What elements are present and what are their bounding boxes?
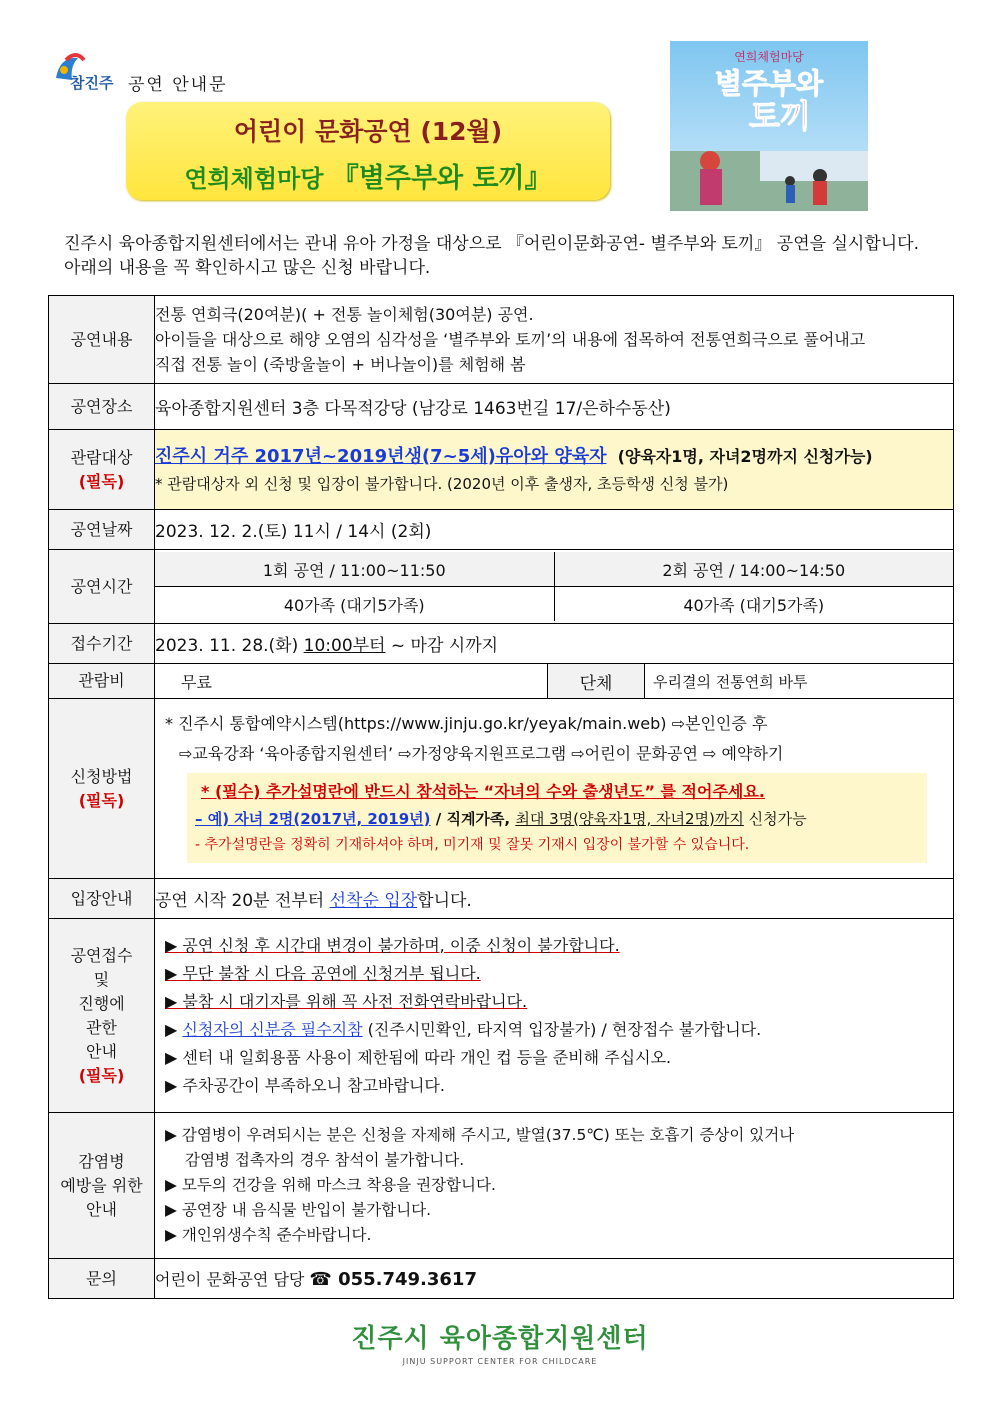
center-logo bbox=[340, 1318, 660, 1368]
contact-value bbox=[155, 1259, 954, 1299]
content-line3: 직접 전통 놀이 (죽방울놀이 + 버나놀이)를 체험해 봄 bbox=[155, 355, 526, 374]
label-content: 공연내용 bbox=[49, 296, 155, 384]
apply-notice1: * (필수) 추가설명란에 반드시 참석하는 “자녀의 수와 출생년도” 를 적어주세요. bbox=[201, 781, 765, 801]
time-table bbox=[155, 552, 953, 621]
session2-label: 2회 공연 / 14:00~14:50 bbox=[554, 552, 953, 587]
fee-value: 무료 bbox=[181, 672, 212, 692]
infect-item-3: ▶ 공연장 내 음식물 반입이 불가합니다. bbox=[165, 1201, 432, 1219]
label-contact: 문의 bbox=[49, 1259, 155, 1299]
label-guide-2: 및 bbox=[93, 969, 110, 989]
label-group: 단체 bbox=[548, 664, 645, 698]
contact-text: 어린이 문화공연 담당 bbox=[155, 1270, 310, 1289]
page-subtitle bbox=[126, 156, 610, 195]
label-guide bbox=[49, 919, 155, 1113]
guide-item-1: ▶ 공연 신청 후 시간대 변경이 불가하며, 이중 신청이 불가합니다. bbox=[165, 935, 620, 955]
entry-highlight: 선착순 입장 bbox=[329, 891, 418, 911]
apply-cell bbox=[155, 699, 954, 879]
audience-main: 진주시 거주 2017년~2019년생(7~5세)유아와 양육자 bbox=[155, 445, 607, 467]
label-infect-3: 안내 bbox=[86, 1199, 117, 1219]
infect-item-1: ▶ 감염병이 우려되시는 분은 신청을 자제해 주시고, 발열(37.5℃) 또는 호흡기 증상이 있거나 bbox=[165, 1126, 795, 1144]
fee-cell bbox=[155, 664, 954, 699]
audience-note: * 관람대상자 외 신청 및 입장이 불가합니다. (2020년 이후 출생자, 초등학생 신청 불가) bbox=[155, 474, 729, 493]
label-date: 공연날짜 bbox=[49, 510, 155, 550]
apply-max: 최대 3명(양육자1명, 자녀2명)까지 bbox=[515, 809, 744, 828]
apply-warning: - 추가설명란을 정확히 기재하셔야 하며, 미기재 및 잘못 기재시 입장이 불가할 수 있습니다. bbox=[195, 836, 750, 853]
guide-item-2: ▶ 무단 불참 시 다음 공연에 신청거부 됩니다. bbox=[165, 963, 481, 983]
venue-value: 육아종합지원센터 3층 다목적강당 (남강로 1463번길 17/은하수동산) bbox=[155, 384, 954, 430]
audience-cell bbox=[155, 430, 954, 510]
session1-capacity: 40가족 (대기5가족) bbox=[155, 587, 554, 622]
guide-item-5: ▶ 센터 내 일회용품 사용이 제한됨에 따라 개인 컵 등을 준비해 주십시오. bbox=[165, 1047, 672, 1067]
label-apply bbox=[49, 699, 155, 879]
label-apply-text: 신청방법 bbox=[70, 766, 133, 786]
label-time: 공연시간 bbox=[49, 550, 155, 624]
entry-value bbox=[155, 879, 954, 919]
guide-item-6: ▶ 주차공간이 부족하오니 참고바랍니다. bbox=[165, 1075, 445, 1095]
session2-capacity: 40가족 (대기5가족) bbox=[554, 587, 953, 622]
session1-label: 1회 공연 / 11:00~11:50 bbox=[155, 552, 554, 587]
apply-example: – 예) 자녀 2명(2017년, 2019년) bbox=[195, 809, 431, 828]
subtitle-prefix: 연희체험마당 bbox=[184, 165, 332, 193]
label-reception: 접수기간 bbox=[49, 624, 155, 664]
reception-time: 10:00부터 bbox=[303, 636, 386, 656]
content-cell bbox=[155, 296, 954, 384]
required-mark: (필독) bbox=[78, 471, 125, 491]
label-guide-3: 진행에 bbox=[78, 993, 125, 1013]
label-audience-text: 관람대상 bbox=[70, 447, 133, 467]
group-value: 우리결의 전통연희 바투 bbox=[653, 672, 808, 691]
entry-suffix: 합니다. bbox=[417, 891, 472, 911]
subtitle-main: 『별주부와 토끼』 bbox=[331, 163, 552, 194]
apply-line1: * 진주시 통합예약시스템(https://www.jinju.go.kr/yeyak/main.web) ⇨본인인증 후 bbox=[165, 713, 768, 733]
content-line1: 전통 연희극(20여분)( + 전통 놀이체험(30여분) 공연. bbox=[155, 305, 534, 324]
label-guide-5: 안내 bbox=[86, 1041, 117, 1061]
audience-limit: (양육자1명, 자녀2명까지 신청가능) bbox=[617, 446, 873, 466]
label-fee: 관람비 bbox=[49, 664, 155, 699]
svg-text:참진주: 참진주 bbox=[70, 74, 114, 92]
label-guide-1: 공연접수 bbox=[70, 945, 133, 965]
poster-image bbox=[670, 41, 868, 211]
label-infect-1: 감염병 bbox=[78, 1151, 125, 1171]
center-logo-name: 진주시 육아종합지원센터 bbox=[351, 1324, 649, 1354]
arrow-icon: ▶ bbox=[165, 1019, 183, 1039]
guide-item-4-id: 신청자의 신분증 필수지참 bbox=[182, 1019, 363, 1039]
poster-title1: 별주부와 bbox=[714, 67, 824, 100]
reception-date: 2023. 11. 28.(화) bbox=[155, 636, 304, 656]
date-value: 2023. 12. 2.(토) 11시 / 14시 (2회) bbox=[155, 510, 954, 550]
label-entry: 입장안내 bbox=[49, 879, 155, 919]
apply-possible: 신청가능 bbox=[743, 809, 807, 828]
label-guide-4: 관한 bbox=[86, 1017, 117, 1037]
infect-cell bbox=[155, 1113, 954, 1259]
reception-suffix: ~ 마감 시까지 bbox=[385, 636, 499, 656]
label-infect bbox=[49, 1113, 155, 1259]
contact-phone: ☎ 055.749.3617 bbox=[309, 1269, 477, 1290]
apply-line2: ⇨교육강좌 ‘육아종합지원센터’ ⇨가정양육지원프로그램 ⇨어린이 문화공연 ⇨ 예약하기 bbox=[179, 743, 784, 763]
infect-item-2: ▶ 모두의 건강을 위해 마스크 착용을 권장합니다. bbox=[165, 1176, 496, 1194]
required-mark: (필독) bbox=[78, 790, 125, 810]
guide-cell bbox=[155, 919, 954, 1113]
poster-title2: 토끼 bbox=[749, 97, 811, 135]
apply-family: / 직계가족, bbox=[430, 809, 516, 828]
infect-item-4: ▶ 개인위생수칙 준수바랍니다. bbox=[165, 1226, 372, 1244]
info-table bbox=[48, 295, 954, 1299]
poster-top-text: 연희체험마당 bbox=[734, 50, 804, 64]
fee-table bbox=[155, 664, 953, 698]
guide-item-4 bbox=[165, 1016, 943, 1044]
guide-item-4-rest: (진주시민확인, 타지역 입장불가) / 현장접수 불가합니다. bbox=[362, 1019, 762, 1039]
label-infect-2: 예방을 위한 bbox=[60, 1175, 143, 1195]
header-label: 공연 안내문 bbox=[128, 75, 228, 95]
center-logo-sub: JINJU SUPPORT CENTER FOR CHILDCARE bbox=[402, 1357, 598, 1366]
required-mark: (필독) bbox=[78, 1065, 125, 1085]
title-box bbox=[126, 102, 610, 200]
reception-value bbox=[155, 624, 954, 664]
entry-prefix: 공연 시작 20분 전부터 bbox=[155, 891, 330, 911]
page-title: 어린이 문화공연 (12월) bbox=[233, 117, 503, 146]
content-line2: 아이들을 대상으로 해양 오염의 심각성을 ‘별주부와 토끼’의 내용에 접목하여 전통연희극으로 풀어내고 bbox=[155, 330, 866, 349]
city-logo bbox=[48, 48, 123, 96]
apply-notice bbox=[187, 773, 927, 863]
label-audience bbox=[49, 430, 155, 510]
time-cell bbox=[155, 550, 954, 624]
label-venue: 공연장소 bbox=[49, 384, 155, 430]
guide-item-3: ▶ 불참 시 대기자를 위해 꼭 사전 전화연락바랍니다. bbox=[165, 991, 528, 1011]
intro-paragraph: 진주시 육아종합지원센터에서는 관내 유아 가정을 대상으로 『어린이문화공연- 별주부와 토끼』 공연을 실시합니다. 아래의 내용을 꼭 확인하시고 많은 신청 바랍니다. bbox=[64, 234, 919, 278]
infect-item-1b: 감염병 접촉자의 경우 참석이 불가합니다. bbox=[185, 1151, 465, 1169]
